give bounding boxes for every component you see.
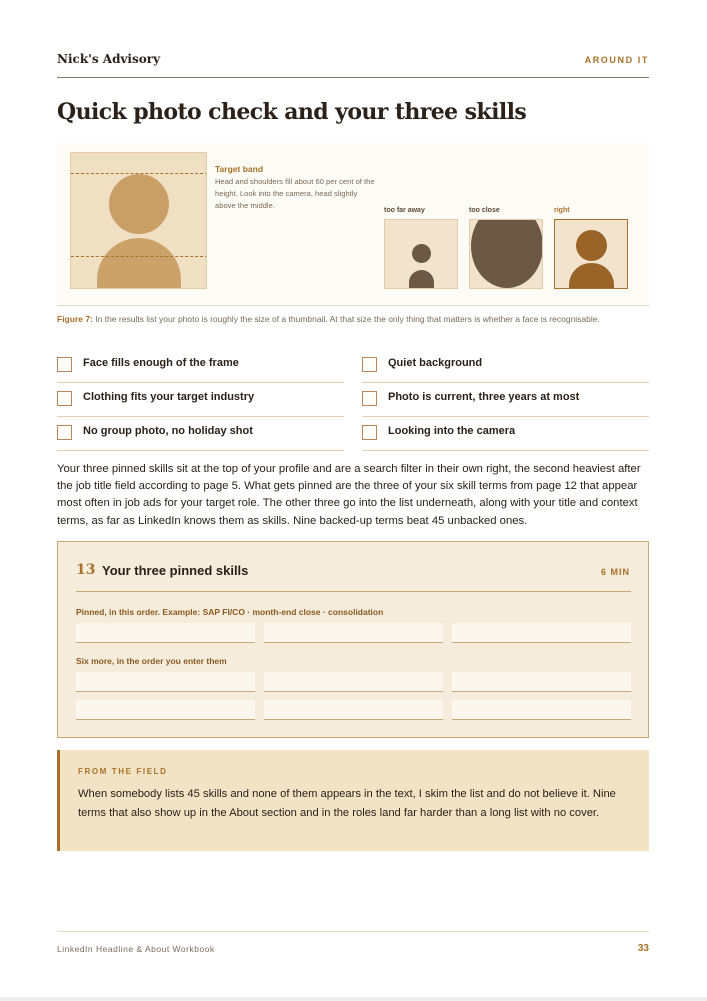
checklist-item[interactable] [362,383,649,417]
checklist-label: No group photo, no holiday shot [83,425,253,437]
checklist-item[interactable] [362,349,649,383]
example-too-far-body [409,270,434,289]
example-too-close [469,219,543,289]
more-skill-field-2[interactable] [264,672,443,692]
more-skills-label: Six more, in the order you enter them [76,656,227,666]
pinned-skills-label: Pinned, in this order. Example: SAP FI/CO · month-end close · consolidation [76,607,384,617]
page-header [57,52,649,78]
more-skill-field-5[interactable] [264,700,443,720]
exercise-title: Your three pinned skills [102,563,249,578]
target-band-label: Target band [215,164,264,174]
checklist-label: Looking into the camera [388,425,516,437]
footer-title: LinkedIn Headline & About Workbook [57,944,215,954]
footer-divider [57,931,649,932]
pinned-skill-field-2[interactable] [264,623,443,643]
target-band-top-line [71,173,207,174]
target-band-description: Head and shoulders fill about 60 per cent of the height. Look into the camera, head slightly above the middle. [215,177,375,210]
portrait-texture [97,238,181,289]
checkbox[interactable] [362,425,377,440]
page-bottom-edge [0,997,707,1001]
example-right [554,219,628,289]
exercise-divider [76,591,631,592]
example-label-right: right [554,207,570,214]
example-right-body [569,263,614,289]
example-too-far [384,219,458,289]
checkbox[interactable] [362,357,377,372]
photo-figure [57,143,649,306]
portrait-head [109,174,169,234]
checklist-label: Photo is current, three years at most [388,391,580,403]
more-skill-field-6[interactable] [452,700,631,720]
example-too-close-head [471,219,543,288]
checklist-label: Clothing fits your target industry [83,391,255,403]
checklist-item[interactable] [57,417,344,451]
example-too-far-head [412,244,431,263]
body-paragraph: Your three pinned skills sit at the top of your profile and are a search filter in their own right, the second heaviest after the job title field according to page 5. What gets pinned are the three of your six skill terms from page 12 that appear most often in job ads for your target role. The other three go into the list underneath, along with your title and context terms, as far as LinkedIn knows them as skills. Nine backed-up terms beat 45 unbacked ones. [57,463,641,527]
section-tag: AROUND IT [584,55,649,65]
page-number: 33 [637,943,649,954]
field-note-callout [57,750,649,851]
target-band-bottom-line [71,256,207,257]
checklist-label: Quiet background [388,357,483,369]
example-label-too-close: too close [469,207,500,214]
checklist-item[interactable] [57,383,344,417]
example-right-head [576,230,607,261]
figure-caption-text: In the results list your photo is roughly the size of a thumbnail. At that size the only thing that matters is whether a face is recognisable. [92,314,600,324]
checklist-item[interactable] [362,417,649,451]
exercise-time: 6 MIN [600,567,630,577]
brand-name: Nick's Advisory [57,52,161,66]
portrait-illustration [70,152,207,289]
exercise-box [57,541,649,738]
checkbox[interactable] [57,357,72,372]
more-skill-field-3[interactable] [452,672,631,692]
figure-caption [57,313,637,326]
more-skill-field-4[interactable] [76,700,255,720]
callout-text: When somebody lists 45 skills and none of them appears in the text, I skim the list and do not believe it. Nine terms that also show up in the About section and in the roles land far harder than a long list with no cover. [78,788,616,819]
checklist-label: Face fills enough of the frame [83,357,239,369]
exercise-number: 13 [76,562,96,578]
example-label-too-far: too far away [384,207,425,214]
figure-caption-label: Figure 7: [57,314,93,324]
checkbox[interactable] [57,391,72,406]
page-title: Quick photo check and your three skills [57,99,527,125]
callout-label: FROM THE FIELD [78,767,168,776]
checklist-item[interactable] [57,349,344,383]
pinned-skill-field-1[interactable] [76,623,255,643]
checkbox[interactable] [362,391,377,406]
pinned-skill-field-3[interactable] [452,623,631,643]
more-skill-field-1[interactable] [76,672,255,692]
checkbox[interactable] [57,425,72,440]
